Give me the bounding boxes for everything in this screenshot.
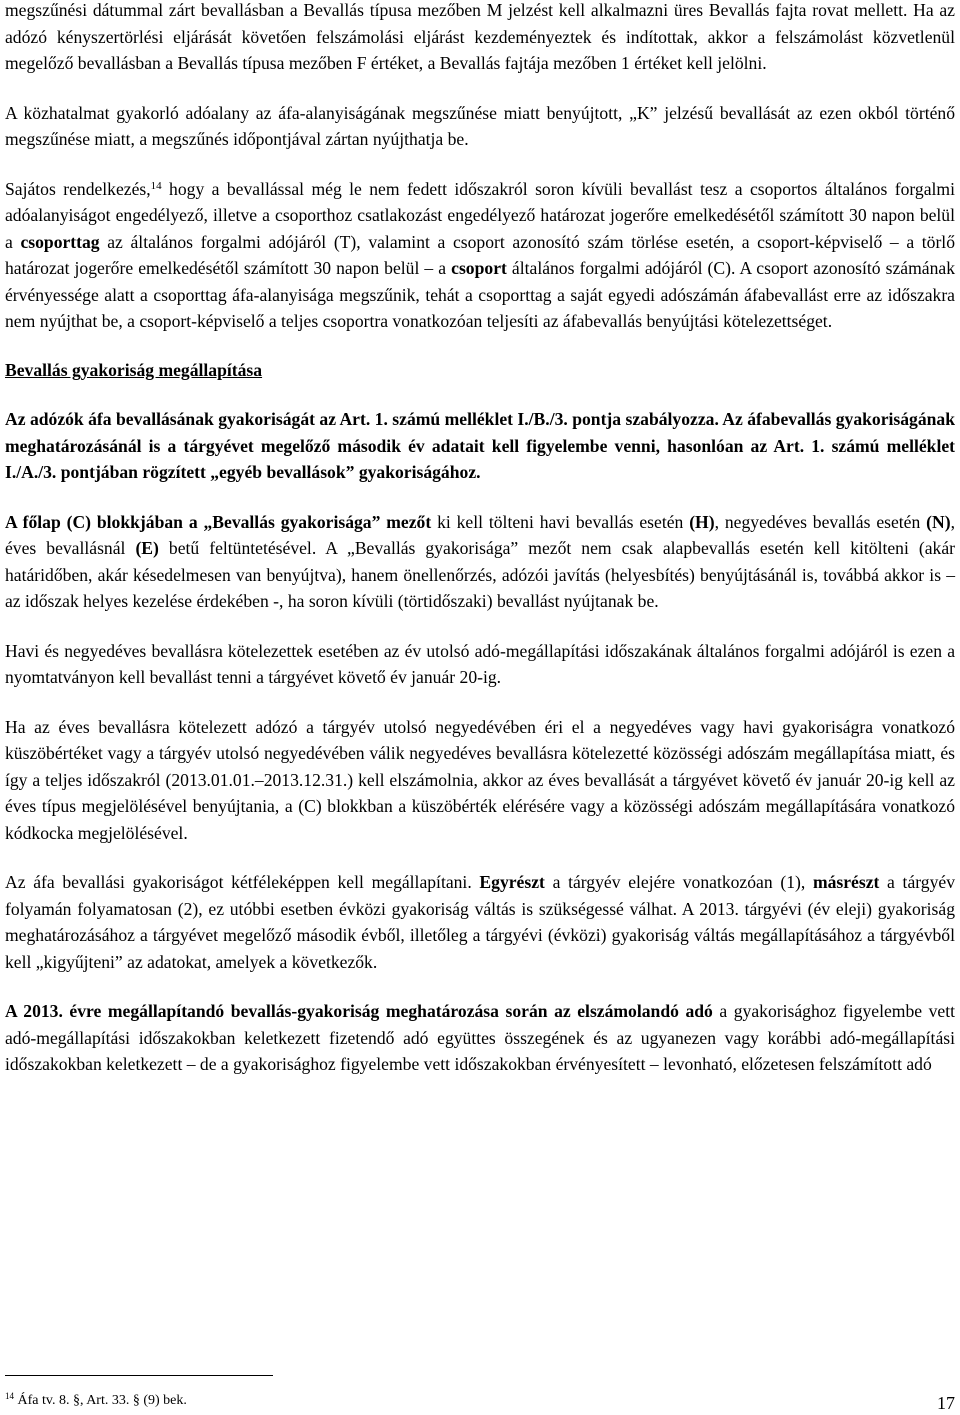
section-heading: Bevallás gyakoriság megállapítása: [5, 359, 263, 380]
paragraph-frequency-rule: Az adózók áfa bevallásának gyakoriságát az Art. 1. számú melléklet I./B./3. pontja szabályozza. Az áfabevallás gyakoriságának meghatározásánál is a tárgyévet megelőző második év adatait kell figyelembe venni, hasonlóan az Art. 1. számú melléklet I./A./3. pontjában rögzített „egyéb bevallások” gyakoriságához.: [5, 409, 955, 482]
text-run: a tárgyév elejére vonatkozóan (1),: [544, 872, 813, 892]
text-run: hogy a bevallással még le nem fedett időszakról soron kívüli bevallást tesz a csoportos általános forgalmi adóalanyiságot engedélyező, illetve a csoporthoz csatlakozást engedélyező határozat jogerőre emelkedésétől számított 30 napon belül a: [5, 178, 955, 252]
footnote-divider: [5, 1375, 273, 1376]
paragraph-special-provision: [5, 176, 955, 335]
text-run: betű feltüntetésével. A „Bevallás gyakorisága” mezőt nem csak alapbevallás esetén kell kitölteni (akár határidőben, akár késedelmesen van benyújtva), hanem önellenőrzés, adózói javítás (helyesbítés) benyújtásánál is, továbbá akkor is – az időszak helyes kezelése érdekében -, ha soron kívüli (törtidőszaki) bevallást nyújtanak be.: [5, 538, 955, 611]
paragraph-frequency-field: [5, 509, 955, 615]
bold-term: (H): [689, 511, 715, 532]
paragraph-public-authority: A közhatalmat gyakorló adóalany az áfa-alanyiságának megszűnése miatt benyújtott, „K” jelzésű bevallását az ezen okból történő megszűnése miatt, a megszűnés időpontjával zártan nyújthatja be.: [5, 102, 955, 149]
bold-term: (E): [135, 538, 159, 558]
text-run: ki kell tölteni havi bevallás esetén: [431, 511, 690, 532]
footnote-text: Áfa tv. 8. §, Art. 33. § (9) bek.: [14, 1393, 187, 1408]
bold-term: A főlap (C) blokkjában a „Bevallás gyakorisága” mezőt: [5, 511, 432, 532]
text-run: , éves bevallásnál: [5, 511, 955, 558]
bold-term: másrészt: [812, 872, 880, 892]
text-run: a gyakorisághoz figyelembe vett adó-megállapítási időszakokban keletkezett fizetendő adó együttes összegének és az ugyanezen vagy korábbi adó-megállapítási időszakokban keletkezett – de a gyakorisághoz figyelembe vett időszakokban érvényesített – levonható, előzetesen felszámított adó: [5, 1001, 955, 1074]
text-run: Az áfa bevallási gyakoriságot kétféleképpen kell megállapítani.: [5, 872, 480, 892]
bold-term: (N): [926, 511, 951, 532]
text-run: , negyedéves bevallás esetén: [714, 511, 927, 532]
text-run: a tárgyév folyamán folyamatosan (2), ez utóbbi esetben évközi gyakoriság váltás is szükségessé válhat. A 2013. tárgyévi (év eleji) gyakoriság meghatározásához a tárgyévet megelőző második évből, illetőleg a tárgyévi (évközi) gyakoriság váltás megállapításához a tárgyévből kell „kigyűjteni” az adatokat, amelyek a következők.: [5, 872, 955, 972]
paragraph-monthly-quarterly: Havi és negyedéves bevallásra kötelezettek esetében az év utolsó adó-megállapítási időszakának általános forgalmi adójáról is ezen a nyomtatványon kell bevallást tenni a tárgyévet követő év január 20-ig.: [5, 640, 955, 687]
text-run: általános forgalmi adójáról (C). A csoport azonosító számának érvényessége alatt a csoporttag áfa-alanyisága megszűnik, tehát a csoporttag a saját egyedi adószámán áfabevallást erre az időszakra nem nyújthat be, a csoport-képviselő a teljes csoportra vonatkozóan teljesíti az áfabevallás benyújtási kötelezettséget.: [5, 258, 955, 331]
text-run: Sajátos rendelkezés,: [5, 178, 151, 199]
footnote: [5, 1392, 187, 1410]
paragraph-annual-threshold: Ha az éves bevallásra kötelezett adózó a tárgyév utolsó negyedévében éri el a negyedéves vagy havi gyakoriságra vonatkozó küszöbértéket vagy a tárgyév utolsó negyedévében válik negyedéves bevallásra kötelezetté közösségi adószám megállapítása miatt, és így a teljes időszakról (2013.01.01.–2013.12.31.) kell elszámolnia, akkor az éves bevallását a tárgyévet követő év január 20-ig kell az éves típus megjelölésével benyújtania, a (C) blokkban a küszöbérték elérésére vagy a közösségi adószám megállapítására vonatkozó kódkocka megjelölésével.: [5, 716, 955, 843]
paragraph-two-ways: [5, 869, 955, 975]
bold-term: csoporttag: [20, 231, 100, 252]
paragraph-2013-frequency: [5, 998, 955, 1078]
bold-term: Egyrészt: [479, 872, 545, 892]
bold-term: csoport: [451, 258, 507, 278]
footnote-number: 14: [5, 1391, 14, 1401]
paragraph-tax-return-type: megszűnési dátummal zárt bevallásban a Bevallás típusa mezőben M jelzést kell alkalmazni üres Bevallás fajta rovat mellett. Ha az adózó kényszertörlési eljárását követően felszámolási eljárást kezdeményeztek és indítottak, akkor a felszámolást közvetlenül megelőző bevallásban a Bevallás típusa mezőben F értéket, a Bevallás fajtája mezőben 1 értéket kell jelölni.: [5, 0, 955, 73]
document-page: [5, 0, 955, 1415]
bold-term: A 2013. évre megállapítandó bevallás-gyakoriság meghatározása során az elszámolandó adó: [5, 1001, 713, 1021]
footnote-reference: 14: [150, 179, 162, 192]
text-run: az általános forgalmi adójáról (T), valamint a csoport azonosító szám törlése esetén, a csoport-képviselő – a törlő határozat jogerőre emelkedésétől számított 30 napon belül – a: [5, 231, 955, 278]
page-number: 17: [937, 1393, 955, 1413]
